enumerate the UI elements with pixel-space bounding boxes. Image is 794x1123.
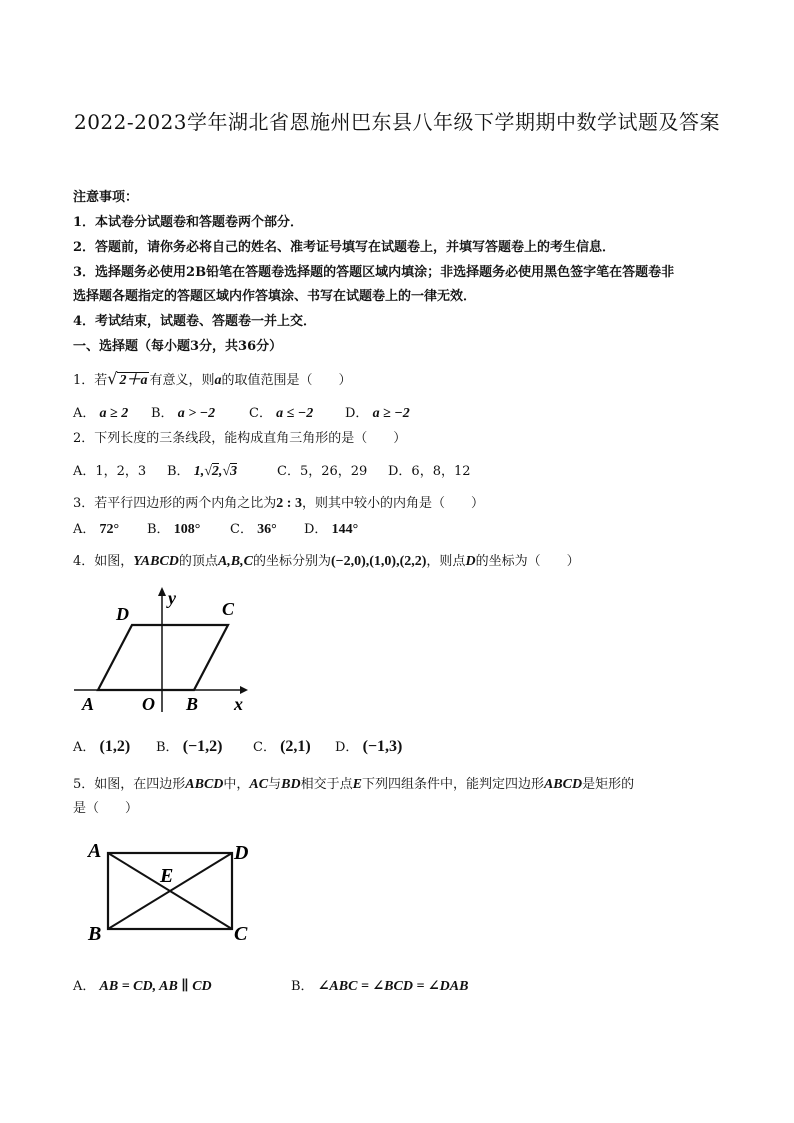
question-5-options [73, 975, 468, 995]
label-D: D [116, 604, 129, 624]
option-c[interactable]: C． (2,1) [253, 738, 311, 755]
option-d[interactable]: D． a ≥ −2 [345, 406, 410, 421]
label-O: O [142, 694, 155, 714]
question-1-options [73, 402, 410, 422]
option-d[interactable]: D． (−1,3) [335, 738, 403, 755]
question-3-stem: 3．若平行四边形的两个内角之比为2 : 3，则其中较小的内角是（ ） [73, 496, 484, 511]
option-c[interactable]: C． 36° [230, 522, 277, 537]
question-4-options [73, 736, 402, 756]
option-a[interactable]: A．1，2，3 [73, 464, 147, 479]
question-5-stem: 5．如图，在四边形ABCD中，AC与BD相交于点E下列四组条件中，能判定四边形ABCD是矩形的 [73, 777, 635, 792]
option-b[interactable]: B． 108° [147, 522, 201, 537]
y-arrow-icon [158, 587, 166, 596]
label-A: A [88, 840, 102, 862]
label-C: C [234, 923, 248, 945]
question-1-stem: 1．若√ 2＋a 有意义，则a的取值范围是（ ） [73, 369, 352, 388]
notice-item-2: 2．答题前，请你务必将自己的姓名、准考证号填写在试题卷上，并填写答题卷上的考生信息． [73, 240, 616, 255]
option-b[interactable]: B． 1,√2,√3 [167, 464, 238, 479]
option-b[interactable]: B． (−1,2) [156, 738, 223, 755]
x-arrow-icon [240, 686, 248, 694]
option-d[interactable]: D．6，8，12 [388, 464, 471, 479]
option-b[interactable]: B． a > −2 [151, 406, 216, 421]
notice-heading: 注意事项： [73, 190, 139, 205]
rectangle-figure [84, 832, 264, 950]
question-5-stem-cont: 是（ ） [73, 801, 139, 816]
option-a[interactable]: A． AB = CD, AB ∥ CD [73, 979, 212, 994]
parallelogram [98, 625, 228, 690]
label-B: B [88, 923, 102, 945]
label-B: B [186, 694, 199, 714]
option-c[interactable]: C．5，26，29 [277, 464, 368, 479]
option-a[interactable]: A． a ≥ 2 [73, 406, 129, 421]
question-4-stem: 4．如图，YABCD的顶点A,B,C的坐标分别为(−2,0),(1,0),(2,2)，则点D的坐标为（ ） [73, 554, 580, 569]
option-c[interactable]: C． a ≤ −2 [249, 406, 314, 421]
option-d[interactable]: D． 144° [304, 522, 359, 537]
notice-item-3-cont: 选择题各题指定的答题区域内作答填涂、书写在试题卷上的一律无效． [73, 289, 477, 304]
option-a[interactable]: A． (1,2) [73, 738, 131, 755]
label-C: C [222, 599, 235, 619]
question-3-options [73, 518, 358, 538]
section-heading: 一、选择题（每小题3分，共36分） [73, 339, 283, 354]
label-D: D [234, 842, 249, 864]
question-2-stem: 2．下列长度的三条线段，能构成直角三角形的是（ ） [73, 431, 407, 446]
option-a[interactable]: A． 72° [73, 522, 120, 537]
label-A: A [82, 694, 95, 714]
label-x: x [234, 694, 243, 714]
option-b[interactable]: B． ∠ABC = ∠BCD = ∠DAB [291, 979, 469, 994]
radicand: 2＋a [119, 373, 148, 388]
label-y: y [168, 588, 176, 608]
question-2-options [73, 460, 471, 480]
label-E: E [160, 865, 174, 887]
notice-item-1: 1．本试卷分试题卷和答题卷两个部分． [73, 215, 304, 230]
parallelogram-figure [70, 582, 260, 722]
notice-item-3: 3．选择题务必使用2B铅笔在答题卷选择题的答题区域内填涂；非选择题务必使用黑色签字笔在答题卷非 [73, 265, 675, 280]
notice-item-4: 4．考试结束，试题卷、答题卷一并上交． [73, 314, 317, 329]
sqrt-icon: √ [107, 369, 118, 388]
page-title: 2022-2023学年湖北省恩施州巴东县八年级下学期期中数学试题及答案 [73, 110, 721, 134]
